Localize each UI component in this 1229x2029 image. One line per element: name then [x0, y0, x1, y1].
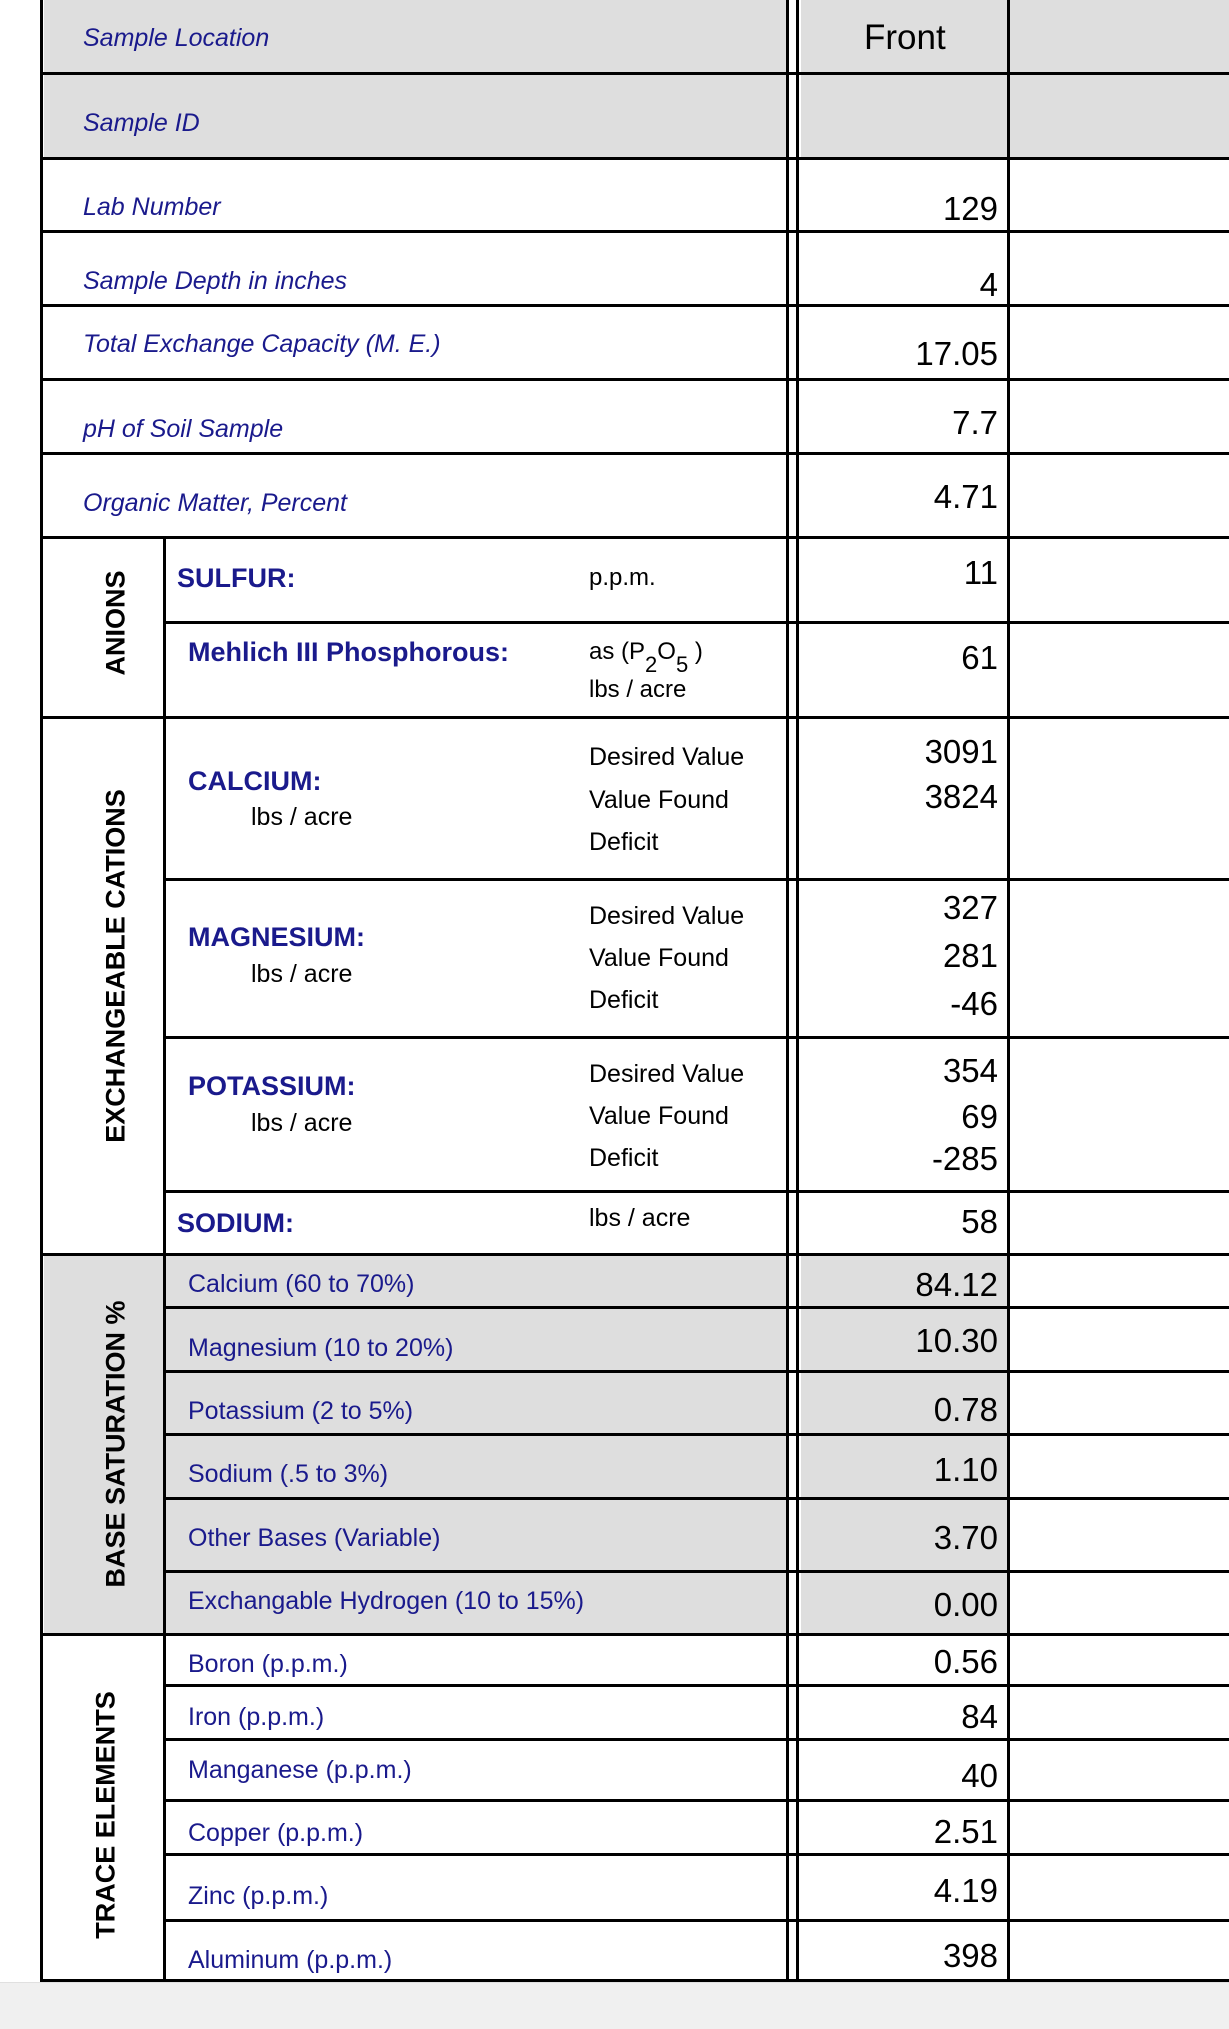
horizontal-scroll-area[interactable] — [0, 1982, 1229, 2029]
magnesium-desired-value: 327 — [942, 889, 998, 926]
grid-line — [163, 1370, 1229, 1373]
base-saturation-fill — [801, 1256, 1007, 1633]
base-saturation-fill — [44, 1256, 786, 1633]
base-saturation-label: Sodium (.5 to 3%) — [188, 1460, 389, 1488]
grid-line — [163, 1738, 1229, 1741]
base-saturation-value: 0.00 — [933, 1586, 998, 1623]
magnesium-found-label: Value Found — [589, 944, 729, 972]
grid-line — [163, 878, 1229, 881]
organic-matter-label: Organic Matter, Percent — [83, 489, 348, 517]
grid-line — [163, 1684, 1229, 1687]
grid-line — [163, 537, 166, 1983]
trace-elements-section-label: TRACE ELEMENTS — [90, 1691, 121, 1939]
organic-matter-value: 4.71 — [933, 478, 998, 515]
grid-line — [40, 1253, 1229, 1256]
grid-line — [40, 304, 1229, 307]
potassium-found-value: 69 — [961, 1098, 998, 1135]
magnesium-found-value: 281 — [942, 937, 998, 974]
trace-element-value: 84 — [961, 1698, 998, 1735]
potassium-deficit-value: -285 — [931, 1140, 998, 1177]
base-saturation-label: Magnesium (10 to 20%) — [188, 1334, 454, 1362]
calcium-found-label: Value Found — [589, 786, 729, 814]
trace-element-value: 4.19 — [933, 1872, 998, 1909]
trace-element-value: 40 — [961, 1757, 998, 1794]
grid-line — [163, 1497, 1229, 1500]
potassium-desired-value: 354 — [942, 1052, 998, 1089]
trace-element-value: 2.51 — [933, 1813, 998, 1850]
lab-number-label: Lab Number — [83, 193, 221, 221]
sodium-label: SODIUM: — [177, 1208, 294, 1238]
sample-depth-value: 4 — [979, 266, 998, 303]
grid-line — [40, 0, 43, 1983]
sample-id-fill — [801, 75, 1229, 158]
sodium-unit: lbs / acre — [589, 1204, 691, 1232]
trace-element-label: Iron (p.p.m.) — [188, 1703, 325, 1731]
trace-element-label: Aluminum (p.p.m.) — [188, 1946, 393, 1974]
anions-section-label: ANIONS — [100, 570, 131, 676]
exchange-capacity-label: Total Exchange Capacity (M. E.) — [83, 330, 441, 358]
exchange-capacity-value: 17.05 — [915, 335, 998, 372]
magnesium-unit: lbs / acre — [251, 960, 353, 988]
trace-element-value: 0.56 — [933, 1643, 998, 1680]
grid-line — [40, 157, 1229, 160]
potassium-desired-label: Desired Value — [589, 1060, 745, 1088]
grid-line — [163, 1036, 1229, 1039]
phosphorous-unit-line2: lbs / acre — [589, 676, 687, 703]
sodium-value: 58 — [961, 1203, 998, 1240]
base-saturation-label: Potassium (2 to 5%) — [188, 1397, 414, 1425]
grid-line — [163, 1570, 1229, 1573]
cations-section-label: EXCHANGEABLE CATIONS — [100, 789, 131, 1143]
sample-location-label: Sample Location — [83, 24, 270, 52]
trace-element-label: Manganese (p.p.m.) — [188, 1756, 412, 1784]
calcium-label: CALCIUM: — [188, 766, 322, 796]
trace-element-label: Boron (p.p.m.) — [188, 1650, 348, 1678]
grid-line — [163, 1306, 1229, 1309]
trace-element-label: Copper (p.p.m.) — [188, 1819, 364, 1847]
sample-depth-label: Sample Depth in inches — [83, 267, 348, 295]
grid-line — [40, 452, 1229, 455]
grid-line — [163, 1799, 1229, 1802]
phosphorous-label: Mehlich III Phosphorous: — [188, 637, 510, 667]
grid-line — [40, 72, 1229, 75]
base-saturation-label: Other Bases (Variable) — [188, 1524, 441, 1552]
sulfur-value: 11 — [963, 554, 998, 591]
potassium-deficit-label: Deficit — [589, 1144, 659, 1172]
potassium-found-label: Value Found — [589, 1102, 729, 1130]
grid-line — [40, 536, 1229, 539]
base-saturation-label: Exchangable Hydrogen (10 to 15%) — [188, 1587, 585, 1615]
column-header-front: Front — [864, 18, 946, 57]
calcium-found-value: 3824 — [924, 778, 998, 815]
grid-line — [40, 1633, 1229, 1636]
calcium-unit: lbs / acre — [251, 803, 353, 831]
calcium-desired-value: 3091 — [924, 733, 998, 770]
base-saturation-value: 84.12 — [915, 1266, 998, 1303]
phosphorous-unit: as (P2O5 ) — [589, 638, 703, 677]
ph-value: 7.7 — [952, 404, 998, 441]
trace-element-label: Zinc (p.p.m.) — [188, 1882, 329, 1910]
base-saturation-value: 0.78 — [933, 1391, 998, 1428]
magnesium-deficit-label: Deficit — [589, 986, 659, 1014]
grid-line — [163, 1853, 1229, 1856]
grid-line — [40, 716, 1229, 719]
grid-line — [163, 621, 1229, 624]
base-saturation-value: 1.10 — [933, 1451, 998, 1488]
trace-element-value: 398 — [942, 1937, 998, 1974]
ph-label: pH of Soil Sample — [83, 415, 284, 443]
calcium-desired-label: Desired Value — [589, 743, 745, 771]
grid-line — [40, 378, 1229, 381]
base-saturation-label: Calcium (60 to 70%) — [188, 1270, 415, 1298]
potassium-label: POTASSIUM: — [188, 1071, 356, 1101]
potassium-unit: lbs / acre — [251, 1109, 353, 1137]
calcium-deficit-label: Deficit — [589, 828, 659, 856]
base-saturation-value: 3.70 — [933, 1519, 998, 1556]
sample-id-label: Sample ID — [83, 109, 200, 137]
base-saturation-value: 10.30 — [915, 1322, 998, 1359]
magnesium-deficit-value: -46 — [950, 985, 998, 1022]
lab-number-value: 129 — [942, 190, 998, 227]
magnesium-desired-label: Desired Value — [589, 902, 745, 930]
grid-line — [163, 1919, 1229, 1922]
phosphorous-value: 61 — [961, 639, 998, 676]
grid-line — [163, 1190, 1229, 1193]
grid-line — [40, 230, 1229, 233]
base-saturation-section-label: BASE SATURATION % — [100, 1300, 131, 1588]
sulfur-unit: p.p.m. — [589, 564, 656, 591]
sulfur-label: SULFUR: — [177, 563, 296, 593]
magnesium-label: MAGNESIUM: — [188, 922, 365, 952]
grid-line — [163, 1433, 1229, 1436]
